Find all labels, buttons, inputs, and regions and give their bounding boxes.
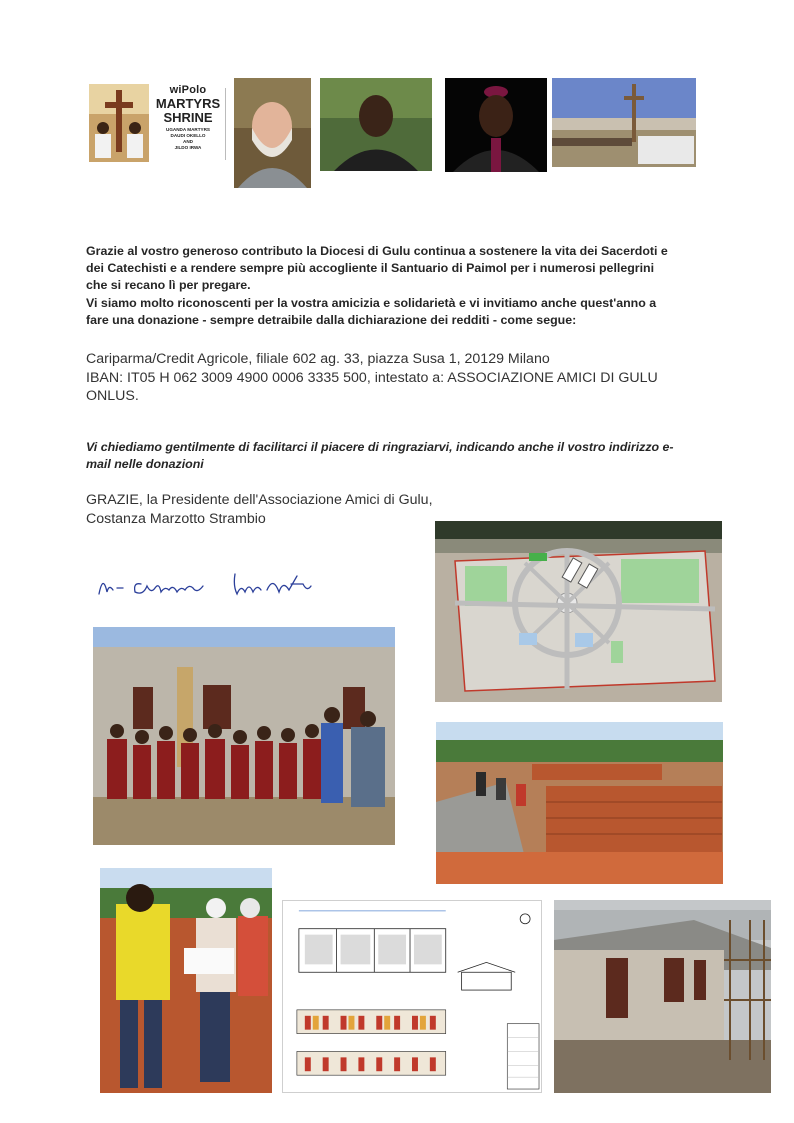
logo-divider bbox=[225, 88, 226, 160]
bank-line: Cariparma/Credit Agricole, filiale 602 ag. 33, piazza Susa 1, 20129 Milano bbox=[86, 351, 550, 367]
handwritten-signature bbox=[93, 566, 323, 606]
photo-man-portrait bbox=[320, 78, 432, 171]
intro-line: Grazie al vostro generoso contributo la Diocesi di Gulu continua a sostenere la vita dei Sacerdoti e bbox=[86, 244, 668, 258]
logo-title-line: SHRINE bbox=[163, 110, 213, 125]
intro-line: dei Catechisti e a rendere sempre più accogliente il Santuario di Paimol per i numerosi pellegrini bbox=[86, 261, 655, 276]
logo-subtitle: UGANDA MARTYRS DAUDI OKELLO AND JILDO IRWA bbox=[166, 127, 210, 150]
logo-cross-image bbox=[89, 84, 149, 162]
logo-title-line: MARTYRS bbox=[155, 96, 221, 111]
email-request-note bbox=[86, 439, 710, 473]
photo-bishop-portrait bbox=[445, 78, 547, 172]
photo-pilgrim-gathering bbox=[552, 78, 696, 167]
intro-line: fare una donazione - sempre detraibile dalla dichiarazione dei redditi - come segue: bbox=[86, 312, 577, 327]
bank-line: ONLUS. bbox=[86, 388, 139, 405]
closing-line: Costanza Marzotto Strambio bbox=[86, 511, 266, 527]
bank-line: IBAN: IT05 H 062 3009 4900 0006 3335 500, intestato a: ASSOCIAZIONE AMICI DI GULU bbox=[86, 369, 658, 386]
photo-school-building bbox=[554, 900, 771, 1093]
intro-paragraph bbox=[86, 243, 706, 329]
bank-details bbox=[86, 350, 726, 406]
shrine-logo bbox=[89, 84, 227, 164]
intro-line: Vi siamo molto riconoscenti per la vostra amicizia e solidarietà e vi invitiamo anche quest'anno a bbox=[86, 295, 657, 310]
photo-schoolchildren-group bbox=[93, 627, 395, 845]
photo-workers-reviewing-plans bbox=[100, 868, 272, 1093]
note-line: Vi chiediamo gentilmente di facilitarci il piacere di ringraziarvi, indicando anche il vostro indirizzo e- bbox=[86, 440, 674, 454]
site-plan-aerial bbox=[435, 521, 722, 702]
photo-brick-construction bbox=[436, 722, 723, 884]
intro-line: che si recano lì per pregare. bbox=[86, 278, 251, 293]
architectural-drawing bbox=[282, 900, 542, 1093]
logo-title-line: wiPolo bbox=[169, 84, 207, 96]
note-line: mail nelle donazioni bbox=[86, 457, 204, 472]
closing-line: GRAZIE, la Presidente dell'Associazione Amici di Gulu, bbox=[86, 492, 433, 508]
photo-priest-portrait bbox=[234, 78, 311, 188]
logo-text bbox=[151, 84, 225, 151]
